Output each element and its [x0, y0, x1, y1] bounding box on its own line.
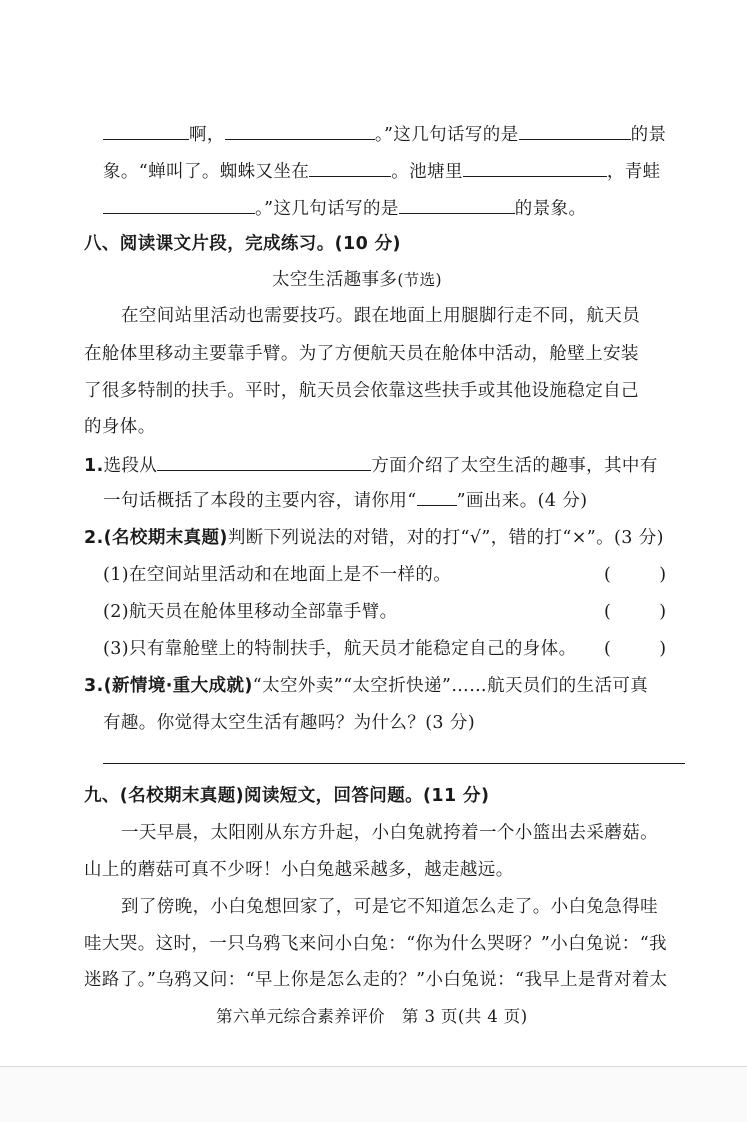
page-bottom-margin — [0, 1067, 747, 1122]
answer-blank[interactable] — [399, 194, 515, 214]
q2-answer-paren-3[interactable] — [604, 636, 666, 662]
passage-title-main: 太空生活趣事多 — [272, 270, 398, 290]
section9-heading: 九、(名校期末真题)阅读短文，回答问题。(11 分) — [84, 786, 490, 806]
question-1-line-1 — [84, 451, 658, 479]
passage-title — [272, 267, 442, 293]
section7-line-1 — [103, 120, 666, 148]
text: ”画出来。(4 分) — [456, 491, 588, 511]
answer-blank[interactable] — [309, 157, 391, 177]
question-number: 1. — [84, 456, 104, 476]
paren-open: ( — [604, 639, 612, 659]
text: ，青蛙 — [606, 162, 661, 182]
text: 的景 — [630, 125, 667, 145]
question-3-line-1 — [84, 673, 648, 699]
q2-answer-paren-1[interactable] — [604, 562, 666, 588]
page-footer: 第六单元综合素养评价 第 3 页(共 4 页) — [216, 1007, 528, 1026]
passage-line-4: 的身体。 — [84, 417, 156, 437]
passage-line-2: 在舱体里移动主要靠手臂。为了方便航天员在舱体中活动，舱壁上安装 — [84, 344, 639, 364]
story-line-4: 哇大哭。这时，一只乌鸦飞来问小白兔：“你为什么哭呀？”小白兔说：“我 — [84, 934, 667, 954]
text: “太空外卖”“太空折快递”……航天员们的生活可真 — [252, 676, 649, 696]
q2-answer-paren-2[interactable] — [604, 599, 666, 625]
section7-line-2 — [103, 157, 661, 185]
text: 。池塘里 — [391, 162, 463, 182]
text: 方面介绍了太空生活的趣事，其中有 — [371, 456, 658, 476]
paren-close: ) — [659, 565, 667, 585]
story-line-5: 迷路了。”乌鸦又问：“早上你是怎么走的？”小白兔说：“我早上是背对着太 — [84, 970, 668, 990]
answer-blank[interactable] — [103, 120, 189, 140]
question-tag: (名校期末真题) — [103, 528, 228, 548]
question-number: 3. — [84, 676, 104, 696]
q2-item-1: (1)在空间站里活动和在地面上是不一样的。 — [103, 565, 452, 585]
story-line-3: 到了傍晚，小白兔想回家了，可是它不知道怎么走了。小白兔急得哇 — [121, 897, 658, 917]
paren-close: ) — [659, 602, 667, 622]
text: 一句话概括了本段的主要内容，请你用“ — [103, 491, 417, 511]
paren-open: ( — [604, 602, 612, 622]
text: 。”这几句话写的是 — [255, 199, 399, 219]
text: 判断下列说法的对错，对的打“√”，错的打“×”。(3 分) — [227, 528, 664, 548]
q2-item-2: (2)航天员在舱体里移动全部靠手臂。 — [103, 602, 398, 622]
answer-blank[interactable] — [463, 157, 607, 177]
answer-blank[interactable] — [519, 120, 631, 140]
passage-line-3: 了很多特制的扶手。平时，航天员会依靠这些扶手或其他设施稳定自己 — [84, 381, 639, 401]
text: 的景象。 — [514, 199, 587, 219]
question-tag: (新情境·重大成就) — [103, 676, 253, 696]
passage-line-1: 在空间站里活动也需要技巧。跟在地面上用腿脚行走不同，航天员 — [121, 306, 641, 326]
underline-sample — [417, 488, 457, 506]
q2-item-3: (3)只有靠舱壁上的特制扶手，航天员才能稳定自己的身体。 — [103, 639, 577, 659]
text: 啊， — [189, 125, 225, 145]
section7-line-3 — [103, 194, 586, 222]
answer-line[interactable] — [103, 763, 685, 764]
paren-close: ) — [659, 639, 667, 659]
paren-open: ( — [604, 565, 612, 585]
question-1-line-2 — [103, 488, 587, 514]
question-2-prompt — [84, 525, 664, 551]
question-3-line-2: 有趣。你觉得太空生活有趣吗？为什么？(3 分) — [103, 713, 476, 733]
story-line-1: 一天早晨，太阳刚从东方升起，小白兔就挎着一个小篮出去采蘑菇。 — [121, 823, 658, 843]
text: 选段从 — [103, 456, 158, 476]
section8-heading: 八、阅读课文片段，完成练习。(10 分) — [84, 234, 401, 254]
answer-blank[interactable] — [157, 451, 371, 471]
answer-blank[interactable] — [103, 194, 255, 214]
text: 。”这几句话写的是 — [374, 125, 519, 145]
text: 象。“蝉叫了。蜘蛛又坐在 — [103, 162, 310, 182]
answer-blank[interactable] — [225, 120, 375, 140]
story-line-2: 山上的蘑菇可真不少呀！小白兔越采越多，越走越远。 — [84, 860, 514, 880]
question-number: 2. — [84, 528, 104, 548]
passage-title-note: (节选) — [397, 271, 443, 289]
